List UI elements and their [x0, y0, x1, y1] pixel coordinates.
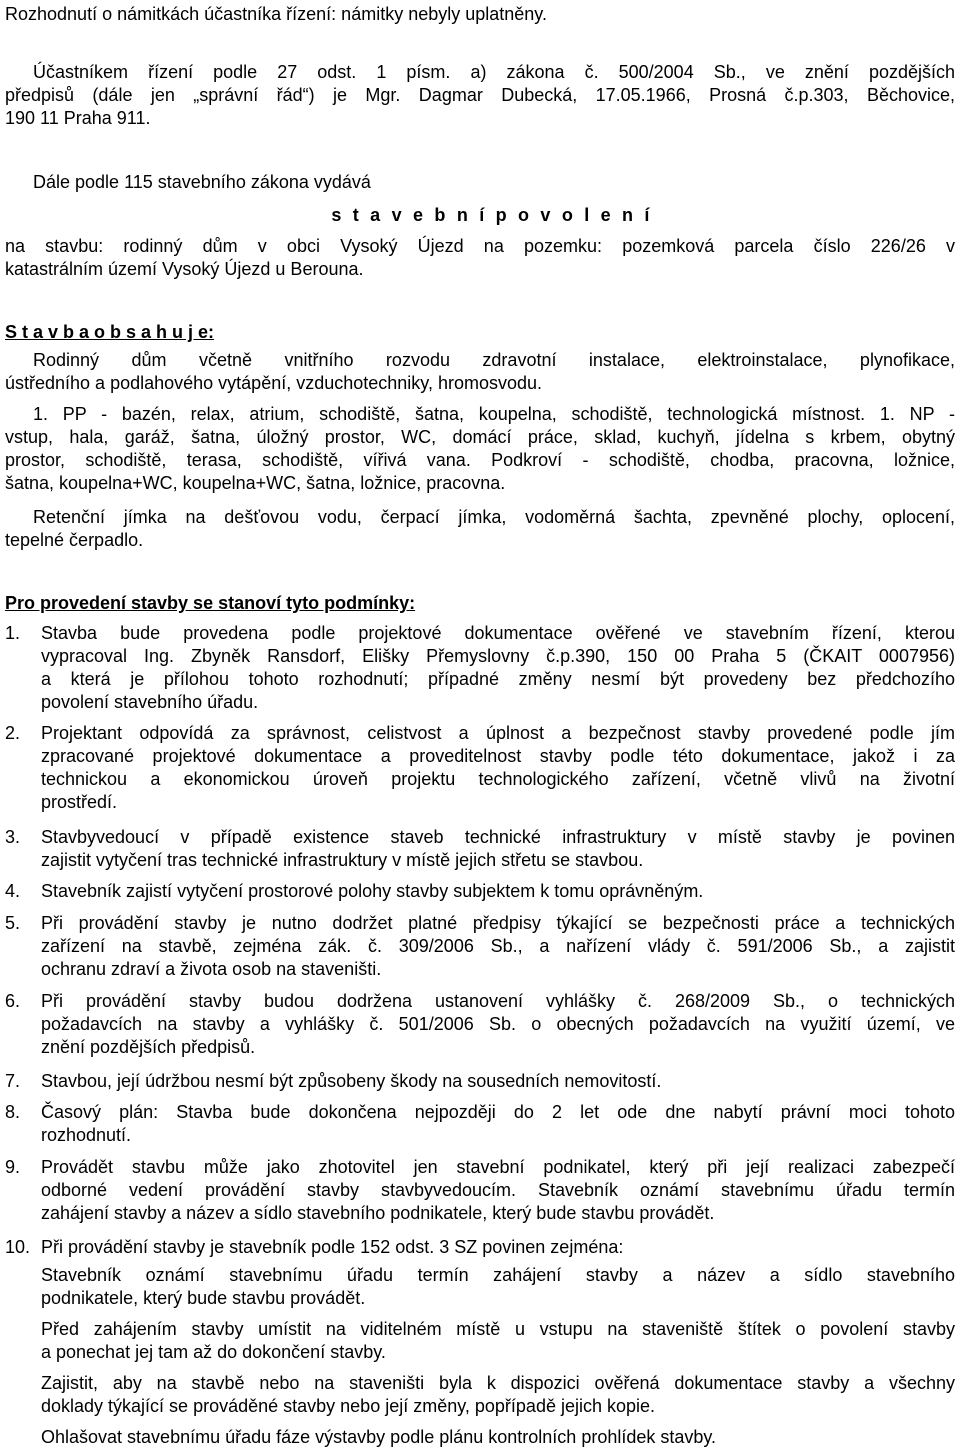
- condition-line: zpracované projektové dokumentace a proveditelnost stavby podle této dokumentace, jakož i za: [41, 746, 955, 766]
- condition-number: 2.: [5, 723, 21, 743]
- condition-number: 9.: [5, 1157, 21, 1177]
- condition-line: zajistit vytyčení tras technické infrastruktury v místě jejich střetu se stavbou.: [41, 850, 644, 870]
- condition-line: Časový plán: Stavba bude dokončena nejpozději do 2 let ode dne nabytí právní moci tohoto: [41, 1102, 955, 1122]
- condition-text: [41, 990, 955, 1059]
- condition-line: Při provádění stavby budou dodržena ustanovení vyhlášky č. 268/2009 Sb., o technických: [41, 991, 955, 1011]
- condition-10-line: a ponechat jej tam až do dokončení stavby.: [41, 1342, 386, 1362]
- condition-10-paragraph: [41, 1318, 955, 1364]
- construction-line-1: na stavbu: rodinný dům v obci Vysoký Újezd na pozemku: pozemková parcela číslo 226/26 v: [5, 236, 955, 256]
- condition-line: povolení stavebního úřadu.: [41, 692, 259, 712]
- condition-number: 4.: [5, 881, 21, 901]
- condition-10-line: doklady týkající se prováděné stavby nebo její změny, popřípadě jejich kopie.: [41, 1396, 656, 1416]
- condition-10-paragraph: [41, 1426, 955, 1449]
- condition-number: 8.: [5, 1102, 21, 1122]
- condition-10-line: Před zahájením stavby umístit na viditelném místě u vstupu na staveniště štítek o povolení stavby: [41, 1319, 955, 1339]
- condition-line: zařízení na stavbě, zejména zák. č. 309/2006 Sb., a nařízení vlády č. 591/2006 Sb., a zajistit: [41, 936, 955, 956]
- contents-p2-line-3: prostor, schodiště, terasa, schodiště, vířivá vana. Podkroví - schodiště, chodba, pracovna, ložnice,: [5, 450, 955, 470]
- issuing-line: Dále podle 115 stavebního zákona vydává: [33, 172, 371, 192]
- condition-number: 10.: [5, 1237, 31, 1257]
- condition-text: [41, 1101, 955, 1147]
- condition-line: Provádět stavbu může jako zhotovitel jen stavební podnikatel, který při její realizaci zabezpečí: [41, 1157, 955, 1177]
- condition-line: Stavbou, její údržbou nesmí být způsobeny škody na sousedních nemovitostí.: [41, 1071, 662, 1091]
- condition-number: 6.: [5, 991, 21, 1011]
- condition-line: Při provádění stavby je nutno dodržet platné předpisy týkající se bezpečnosti práce a technických: [41, 913, 955, 933]
- condition-line: rozhodnutí.: [41, 1125, 132, 1145]
- condition-line: Projektant odpovídá za správnost, celistvost a úplnost a bezpečnost stavby provedené podle jím: [41, 723, 955, 743]
- conditions-heading: Pro provedení stavby se stanoví tyto podmínky:: [5, 593, 416, 613]
- condition-10-line: Zajistit, aby na stavbě nebo na staveništi byla k dispozici ověřená dokumentace stavby a všechny: [41, 1373, 955, 1393]
- condition-text: [41, 622, 955, 714]
- condition-text: [41, 826, 955, 872]
- condition-line: vypracoval Ing. Zbyněk Ransdorf, Elišky Přemyslovny č.p.390, 150 00 Praha 5 (ČKAIT 0007956): [41, 646, 955, 666]
- condition-line: a která je přílohou tohoto rozhodnutí; případné změny nesmí být provedeny bez předchozího: [41, 669, 955, 689]
- permit-title: s t a v e b n í p o v o l e n í: [331, 205, 653, 225]
- contents-p2-line-4: šatna, koupelna+WC, koupelna+WC, šatna, ložnice, pracovna.: [5, 473, 506, 493]
- condition-number: 7.: [5, 1071, 21, 1091]
- objections-decision: Rozhodnutí o námitkách účastníka řízení: námitky nebyly uplatněny.: [5, 4, 547, 24]
- condition-text: [41, 1070, 955, 1093]
- condition-line: technickou a ekonomickou úroveň projektu technologického zařízení, včetně vlivů na životní: [41, 769, 955, 789]
- condition-number: 5.: [5, 913, 21, 933]
- participant-line-2: předpisů (dále jen „správní řád“) je Mgr. Dagmar Dubecká, 17.05.1966, Prosná č.p.303, Běchovice,: [5, 85, 955, 105]
- condition-line: Stavebník zajistí vytyčení prostorové polohy stavby subjektem k tomu oprávněným.: [41, 881, 704, 901]
- condition-10-paragraph: [41, 1264, 955, 1310]
- contents-p2-line-1: 1. PP - bazén, relax, atrium, schodiště, šatna, koupelna, schodiště, technologická místnost. 1. NP -: [33, 404, 955, 424]
- participant-line-3: 190 11 Praha 911.: [5, 108, 151, 128]
- condition-number: 1.: [5, 623, 21, 643]
- condition-10-line: Ohlašovat stavebnímu úřadu fáze výstavby podle plánu kontrolních prohlídek stavby.: [41, 1427, 717, 1447]
- contents-p1-line-1: Rodinný dům včetně vnitřního rozvodu zdravotní instalace, elektroinstalace, plynofikace,: [33, 350, 955, 370]
- contents-heading: S t a v b a o b s a h u j e:: [5, 322, 215, 342]
- condition-text: [41, 1236, 955, 1259]
- condition-line: znění pozdějších předpisů.: [41, 1037, 256, 1057]
- condition-line: prostředí.: [41, 792, 118, 812]
- condition-number: 3.: [5, 827, 21, 847]
- condition-10-line: Stavebník oznámí stavebnímu úřadu termín zahájení stavby a název a sídlo stavebního: [41, 1265, 955, 1285]
- condition-text: [41, 912, 955, 981]
- contents-p3-line-1: Retenční jímka na dešťovou vodu, čerpací jímka, vodoměrná šachta, zpevněné plochy, oplocení,: [33, 507, 955, 527]
- construction-line-2: katastrálním území Vysoký Újezd u Berouna.: [5, 259, 364, 279]
- condition-text: [41, 1156, 955, 1225]
- condition-10-line: podnikatele, který bude stavbu provádět.: [41, 1288, 366, 1308]
- contents-p3-line-2: tepelné čerpadlo.: [5, 530, 144, 550]
- condition-line: Při provádění stavby je stavebník podle 152 odst. 3 SZ povinen zejména:: [41, 1237, 624, 1257]
- participant-line-1: Účastníkem řízení podle 27 odst. 1 písm. a) zákona č. 500/2004 Sb., ve znění pozdějších: [33, 62, 955, 82]
- condition-line: zahájení stavby a název a sídlo stavebního podnikatele, který bude stavbu provádět.: [41, 1203, 715, 1223]
- condition-line: Stavbyvedoucí v případě existence staveb technické infrastruktury v místě stavby je povinen: [41, 827, 955, 847]
- condition-line: Stavba bude provedena podle projektové dokumentace ověřené ve stavebním řízení, kterou: [41, 623, 955, 643]
- contents-p2-line-2: vstup, hala, garáž, šatna, úložný prostor, WC, domácí práce, sklad, kuchyň, jídelna s krbem, obytný: [5, 427, 955, 447]
- condition-text: [41, 880, 955, 903]
- contents-p1-line-2: ústředního a podlahového vytápění, vzduchotechniky, hromosvodu.: [5, 373, 543, 393]
- condition-line: ochranu zdraví a života osob na staveništi.: [41, 959, 382, 979]
- condition-line: odborné vedení provádění stavby stavbyvedoucím. Stavebník oznámí stavebnímu úřadu termín: [41, 1180, 955, 1200]
- condition-10-paragraph: [41, 1372, 955, 1418]
- condition-line: požadavcích na stavby a vyhlášky č. 501/2006 Sb. o obecných požadavcích na využití území, ve: [41, 1014, 955, 1034]
- condition-text: [41, 722, 955, 814]
